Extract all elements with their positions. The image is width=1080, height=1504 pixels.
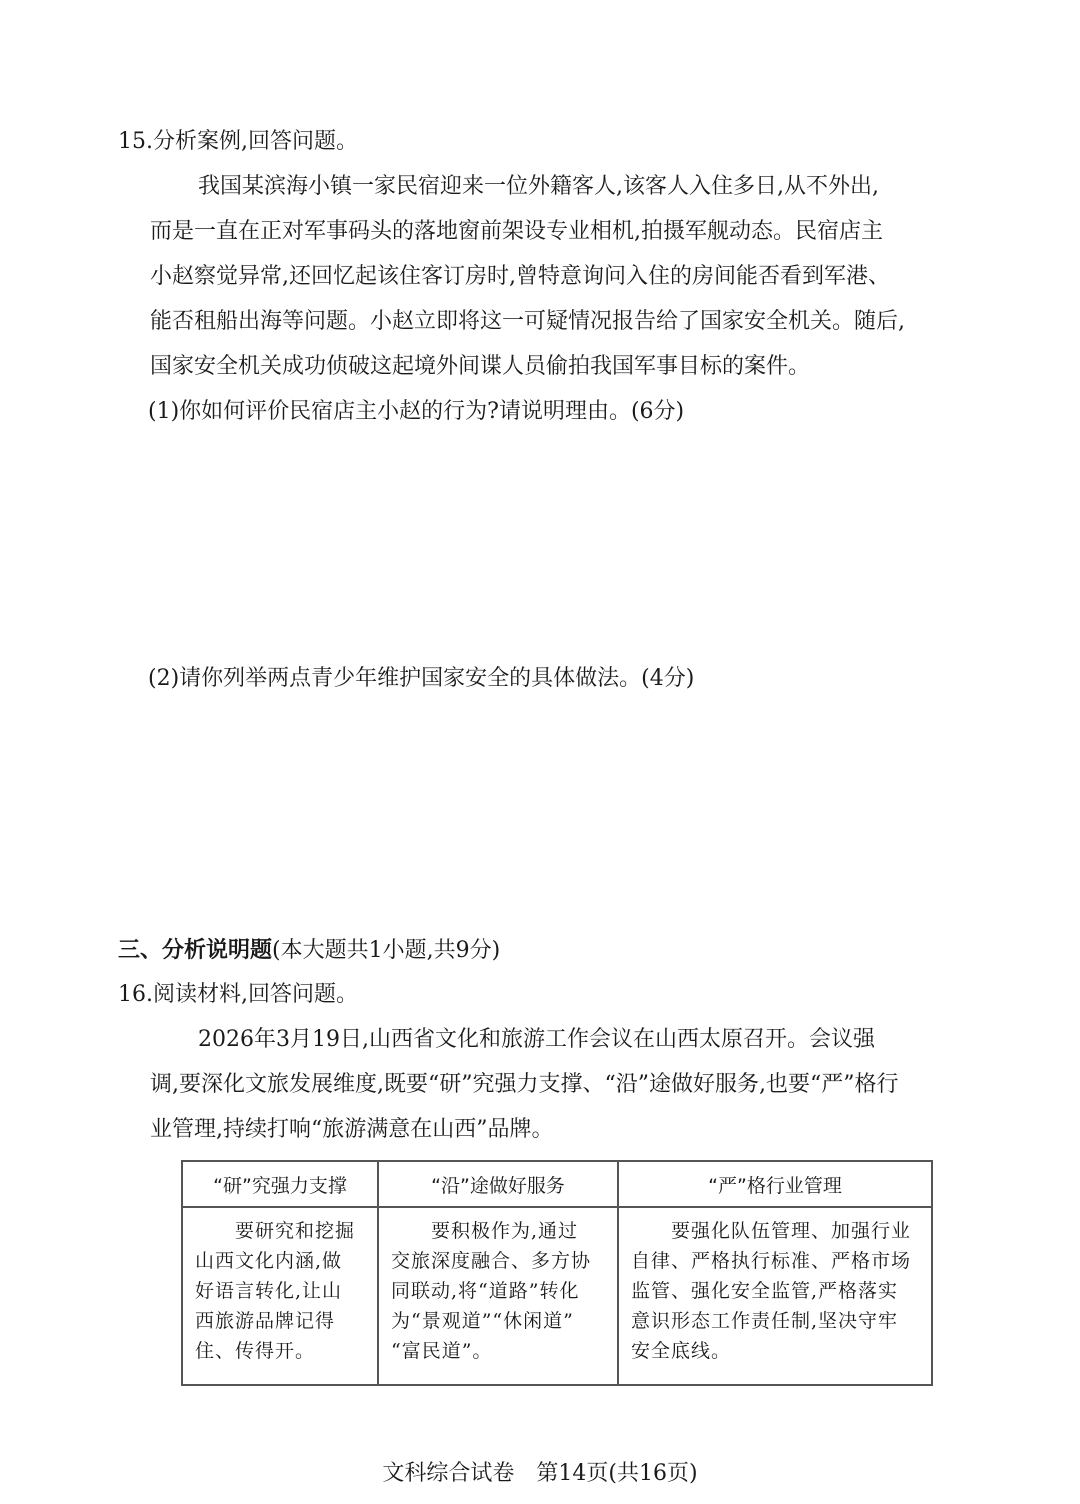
q15-paragraph-line: 而是一直在正对军事码头的落地窗前架设专业相机,拍摄军舰动态。民宿店主	[150, 219, 883, 244]
q15-paragraph-line: 小赵察觉异常,还回忆起该住客订房时,曾特意询问入住的房间能否看到军港、	[150, 264, 890, 289]
cell-line: “富民道”。	[391, 1340, 493, 1362]
cell-line: 意识形态工作责任制,坚决守牢	[631, 1310, 899, 1332]
table-header-management: “严”格行业管理	[618, 1161, 932, 1207]
section-3-heading	[118, 935, 500, 966]
cell-line: 交旅深度融合、多方协	[391, 1250, 592, 1272]
q15-subquestion-1: (1)你如何评价民宿店主小赵的行为?请说明理由。(6分)	[148, 399, 685, 424]
cell-line: 好语言转化,让山	[195, 1280, 343, 1302]
q15-paragraph-line: 国家安全机关成功侦破这起境外间谍人员偷拍我国军事目标的案件。	[150, 354, 811, 379]
question-15-title: 15.分析案例,回答问题。	[118, 129, 358, 154]
cell-line: 同联动,将“道路”转化	[391, 1280, 580, 1302]
q15-paragraph-line: 能否租船出海等问题。小赵立即将这一可疑情况报告给了国家安全机关。随后,	[150, 309, 905, 334]
cell-line: 自律、严格执行标准、严格市场	[631, 1250, 912, 1272]
table-header-row	[182, 1161, 932, 1207]
cell-line: 西旅游品牌记得	[195, 1310, 336, 1332]
question-16-title: 16.阅读材料,回答问题。	[118, 982, 358, 1007]
cell-line: 监管、强化安全监管,严格落实	[631, 1280, 899, 1302]
table-row	[182, 1207, 932, 1385]
cell-line: 要强化队伍管理、加强行业	[631, 1220, 912, 1242]
table-cell-management	[618, 1207, 932, 1385]
section-3-note: (本大题共1小题,共9分)	[272, 938, 501, 963]
q15-subquestion-2: (2)请你列举两点青少年维护国家安全的具体做法。(4分)	[148, 666, 695, 691]
table-cell-research	[182, 1207, 378, 1385]
cell-line: 要研究和挖掘	[195, 1220, 356, 1242]
table-header-service: “沿”途做好服务	[378, 1161, 618, 1207]
cell-line: 安全底线。	[631, 1340, 732, 1362]
cell-line: 住、传得开。	[195, 1340, 316, 1362]
q16-paragraph-line: 业管理,持续打响“旅游满意在山西”品牌。	[150, 1117, 554, 1142]
cell-line: 山西文化内涵,做	[195, 1250, 343, 1272]
q15-paragraph-line: 我国某滨海小镇一家民宿迎来一位外籍客人,该客人入住多日,从不外出,	[198, 174, 879, 199]
table-cell-service	[378, 1207, 618, 1385]
cell-line: 要积极作为,通过	[391, 1220, 579, 1242]
section-3-title: 三、分析说明题	[118, 937, 273, 963]
material-table	[181, 1160, 933, 1386]
q16-paragraph-line: 调,要深化文旅发展维度,既要“研”究强力支撑、“沿”途做好服务,也要“严”格行	[150, 1072, 899, 1097]
table-header-research: “研”究强力支撑	[182, 1161, 378, 1207]
cell-line: 为“景观道”“休闲道”	[391, 1310, 574, 1332]
page-footer: 文科综合试卷 第14页(共16页)	[382, 1461, 698, 1486]
q16-paragraph-line: 2026年3月19日,山西省文化和旅游工作会议在山西太原召开。会议强	[198, 1027, 875, 1052]
